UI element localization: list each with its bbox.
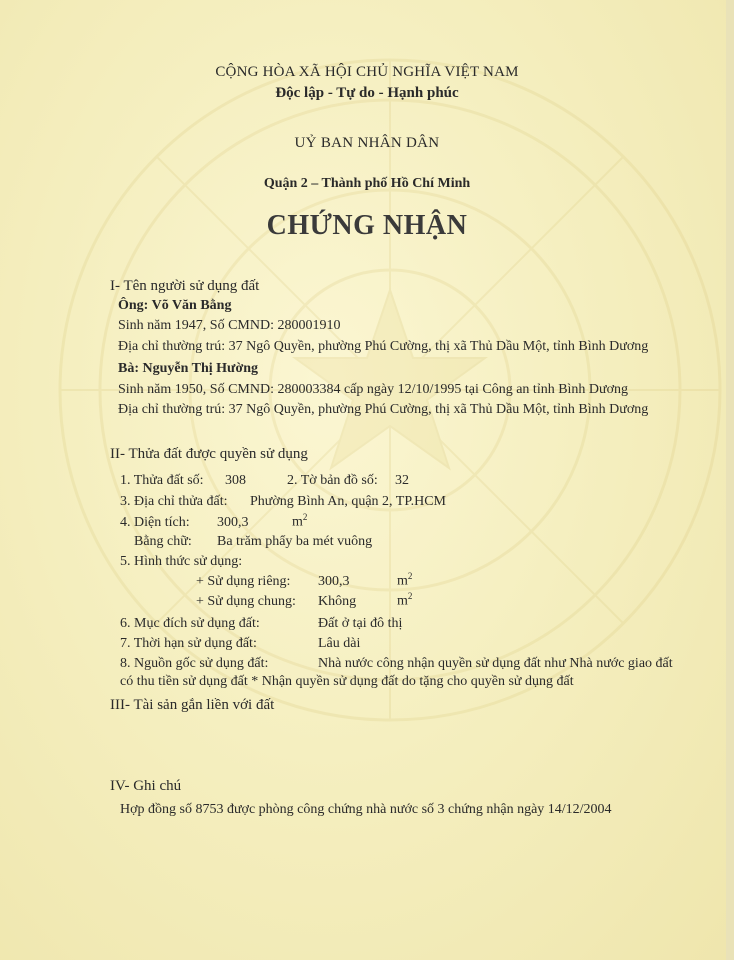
usage-form-label: 5. Hình thức sử dụng:	[120, 554, 243, 569]
national-title: CỘNG HÒA XÃ HỘI CHỦ NGHĨA VIỆT NAM	[215, 64, 519, 80]
note-text: Hợp đồng số 8753 được phòng công chứng nhà nước số 3 chứng nhận ngày 14/12/2004	[120, 802, 612, 817]
area-words-value: Ba trăm phẩy ba mét vuông	[217, 534, 373, 549]
owner1-name: Ông: Võ Văn Bằng	[118, 298, 232, 313]
area-words-label: Bằng chữ:	[134, 534, 192, 549]
origin-continued: có thu tiền sử dụng đất * Nhận quyền sử dụng đất do tặng cho quyền sử dụng đất	[120, 674, 574, 689]
term-value: Lâu dài	[318, 636, 361, 651]
district-title: Quận 2 – Thành phố Hồ Chí Minh	[263, 176, 471, 191]
private-use-unit: $m^2$	[397, 571, 413, 589]
section4-heading: IV- Ghi chú	[110, 778, 182, 794]
origin-label: 8. Nguồn gốc sử dụng đất:	[120, 656, 269, 671]
origin-value: Nhà nước công nhận quyền sử dụng đất như Nhà nước giao đất	[318, 656, 673, 671]
shared-use-label: + Sử dụng chung:	[196, 594, 296, 609]
area-label: 4. Diện tích:	[120, 515, 190, 530]
map-sheet-value: 32	[395, 473, 409, 488]
term-label: 7. Thời hạn sử dụng đất:	[120, 636, 257, 651]
committee-title: UỶ BAN NHÂN DÂN	[294, 135, 440, 151]
certificate-title: CHỨNG NHẬN	[266, 210, 468, 241]
shared-use-unit: $m^2$	[397, 591, 413, 609]
national-motto: Độc lập - Tự do - Hạnh phúc	[275, 85, 459, 101]
section1-heading: I- Tên người sử dụng đất	[110, 278, 260, 294]
parcel-address-label: 3. Địa chỉ thửa đất:	[120, 494, 228, 509]
purpose-label: 6. Mục đích sử dụng đất:	[120, 616, 260, 631]
shared-use-value: Không	[318, 594, 357, 609]
parcel-value: 308	[225, 473, 246, 488]
parcel-address-value: Phường Bình An, quận 2, TP.HCM	[250, 494, 446, 509]
section2-heading: II- Thửa đất được quyền sử dụng	[110, 446, 308, 462]
owner1-birth: Sinh năm 1947, Số CMND: 280001910	[118, 318, 341, 333]
area-value: 300,3	[217, 515, 249, 530]
section3-heading: III- Tài sản gắn liền với đất	[110, 697, 275, 713]
owner2-name: Bà: Nguyễn Thị Hường	[118, 361, 258, 376]
parcel-label: 1. Thửa đất số:	[120, 473, 204, 488]
private-use-value: 300,3	[318, 574, 350, 589]
area-unit: $m^2$	[292, 512, 308, 530]
owner1-address: Địa chỉ thường trú: 37 Ngô Quyền, phường Phú Cường, thị xã Thủ Dầu Một, tỉnh Bình Dương	[118, 339, 649, 354]
private-use-label: + Sử dụng riêng:	[196, 574, 291, 589]
purpose-value: Đất ở tại đô thị	[318, 616, 403, 631]
owner2-birth: Sinh năm 1950, Số CMND: 280003384 cấp ngày 12/10/1995 tại Công an tỉnh Bình Dương	[118, 382, 629, 397]
map-sheet-label: 2. Tờ bản đồ số:	[287, 473, 378, 488]
owner2-address: Địa chỉ thường trú: 37 Ngô Quyền, phường Phú Cường, thị xã Thủ Dầu Một, tỉnh Bình Dương	[118, 402, 649, 417]
